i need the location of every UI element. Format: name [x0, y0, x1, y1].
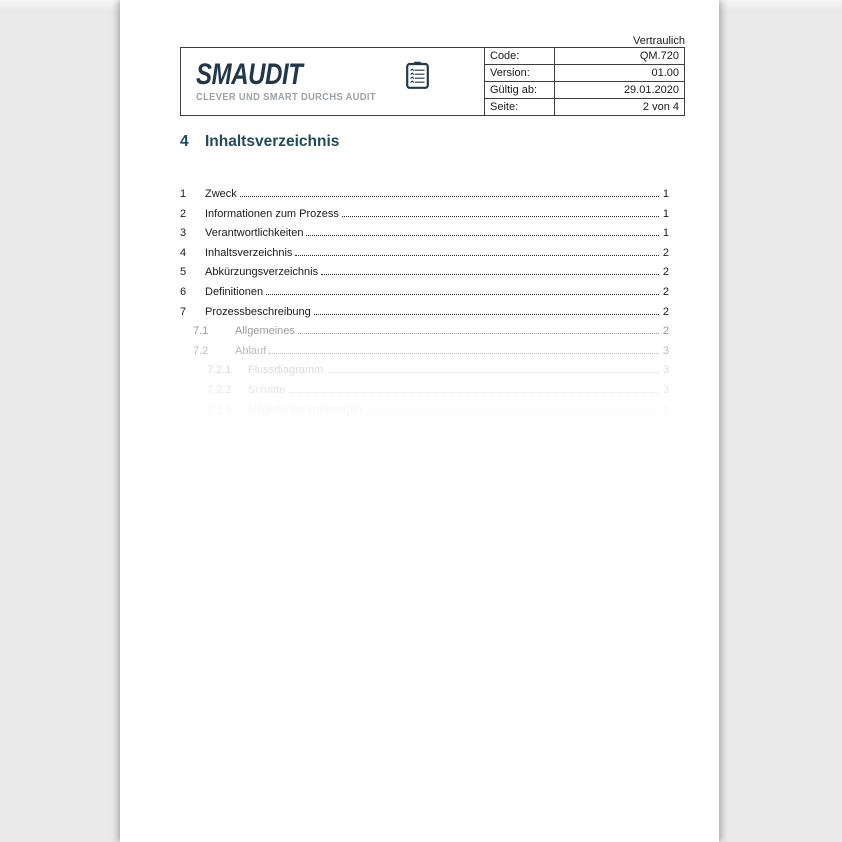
section-heading-number: 4	[180, 133, 189, 150]
dot-leader	[288, 392, 659, 393]
confidential-label: Vertraulich	[633, 35, 685, 47]
dot-leader	[326, 372, 659, 373]
toc-entry[interactable]	[180, 303, 669, 323]
toc-entry-label	[248, 401, 363, 421]
meta-label: Code:	[485, 48, 555, 64]
meta-label: Seite:	[485, 99, 555, 115]
toc-entry[interactable]	[180, 322, 669, 342]
toc-entry[interactable]	[180, 361, 669, 381]
toc-entry-number: 7.2.2	[207, 383, 232, 396]
meta-table	[485, 48, 684, 115]
toc-entry-number: 1	[180, 188, 187, 200]
toc-entry-label: Ablauf	[235, 344, 267, 357]
toc-entry-label: Abkürzungsverzeichnis	[205, 266, 319, 279]
toc-entry-number	[207, 401, 248, 421]
dot-leader	[306, 235, 659, 236]
toc-entry-label: Verantwortlichkeiten	[205, 227, 304, 240]
toc-entry-page: 1	[662, 227, 669, 240]
toc-entry-number: 7	[180, 305, 187, 318]
toc-entry[interactable]	[180, 401, 669, 421]
toc-entry-label: Flussdiagramm	[248, 364, 324, 377]
toc-entry-number: 7.2	[193, 344, 209, 357]
dot-leader	[365, 412, 659, 413]
toc-entry-page: 2	[662, 325, 669, 338]
meta-label: Version:	[485, 65, 555, 81]
meta-value: QM.720	[639, 50, 679, 62]
dot-leader	[298, 333, 659, 334]
toc-entry-page: 3	[662, 364, 669, 377]
toc-entry-page: 2	[662, 266, 669, 279]
toc-entry-page: 3	[662, 383, 669, 396]
toc-entry-page: 3	[662, 344, 669, 357]
logo	[181, 48, 485, 115]
dot-leader	[240, 196, 659, 197]
section-heading-title: Inhaltsverzeichnis	[205, 133, 340, 150]
logo-wordmark: SMAUDIT	[196, 58, 303, 91]
clipboard-icon	[406, 61, 429, 89]
toc-entry-page: 2	[662, 246, 669, 259]
dot-leader	[295, 255, 659, 256]
meta-value: 29.01.2020	[623, 84, 679, 96]
toc-entry[interactable]	[180, 244, 669, 264]
meta-value: 01.00	[651, 67, 679, 79]
toc-entry[interactable]	[180, 205, 669, 225]
toc-entry[interactable]	[180, 224, 669, 244]
meta-row-valid-from	[485, 82, 684, 99]
toc-entry[interactable]	[180, 381, 669, 401]
dot-leader	[342, 216, 659, 217]
dot-leader	[314, 314, 659, 315]
meta-label: Gültig ab:	[485, 82, 555, 98]
toc-entry-label: Schritte	[248, 383, 286, 396]
logo-row	[196, 60, 484, 90]
toc-entry[interactable]	[180, 263, 669, 283]
toc-entry-number: 7.2.1	[207, 364, 232, 377]
toc-entry-page: 2	[662, 305, 669, 318]
logo-tagline: CLEVER UND SMART DURCHS AUDIT	[196, 92, 376, 103]
toc-entry-number: 3	[180, 227, 187, 240]
toc-entry-label: Allgemeines	[235, 325, 295, 338]
toc-entry-page: 1	[662, 207, 669, 220]
document-header-table	[180, 47, 685, 116]
meta-row-page	[485, 99, 684, 115]
toc-entry-label: Definitionen	[205, 285, 264, 298]
section-heading	[180, 132, 339, 152]
toc-entry[interactable]	[180, 185, 669, 205]
dot-leader	[321, 274, 659, 275]
meta-row-code	[485, 48, 684, 65]
toc-entry-number: 6	[180, 285, 187, 298]
toc-entry-number: 2	[180, 207, 187, 220]
toc-entry-page: 2	[662, 285, 669, 298]
dot-leader	[266, 294, 659, 295]
toc-entry-number: 4	[180, 246, 187, 259]
table-of-contents	[180, 185, 669, 420]
toc-entry[interactable]	[180, 283, 669, 303]
meta-value: 2 von 4	[642, 101, 679, 113]
toc-entry-label: Prozessbeschreibung	[205, 305, 311, 318]
toc-entry-label: Informationen zum Prozess	[205, 207, 339, 220]
toc-entry-label: Inhaltsverzeichnis	[205, 246, 293, 259]
document-page	[120, 0, 719, 842]
toc-entry-label: Zweck	[205, 188, 237, 200]
toc-entry-page	[661, 401, 669, 421]
toc-entry[interactable]	[180, 342, 669, 362]
meta-row-version	[485, 65, 684, 82]
toc-entry-page: 1	[662, 188, 669, 200]
toc-entry-number: 5	[180, 266, 187, 279]
toc-entry-number: 7.1	[193, 325, 209, 338]
dot-leader	[269, 353, 659, 354]
